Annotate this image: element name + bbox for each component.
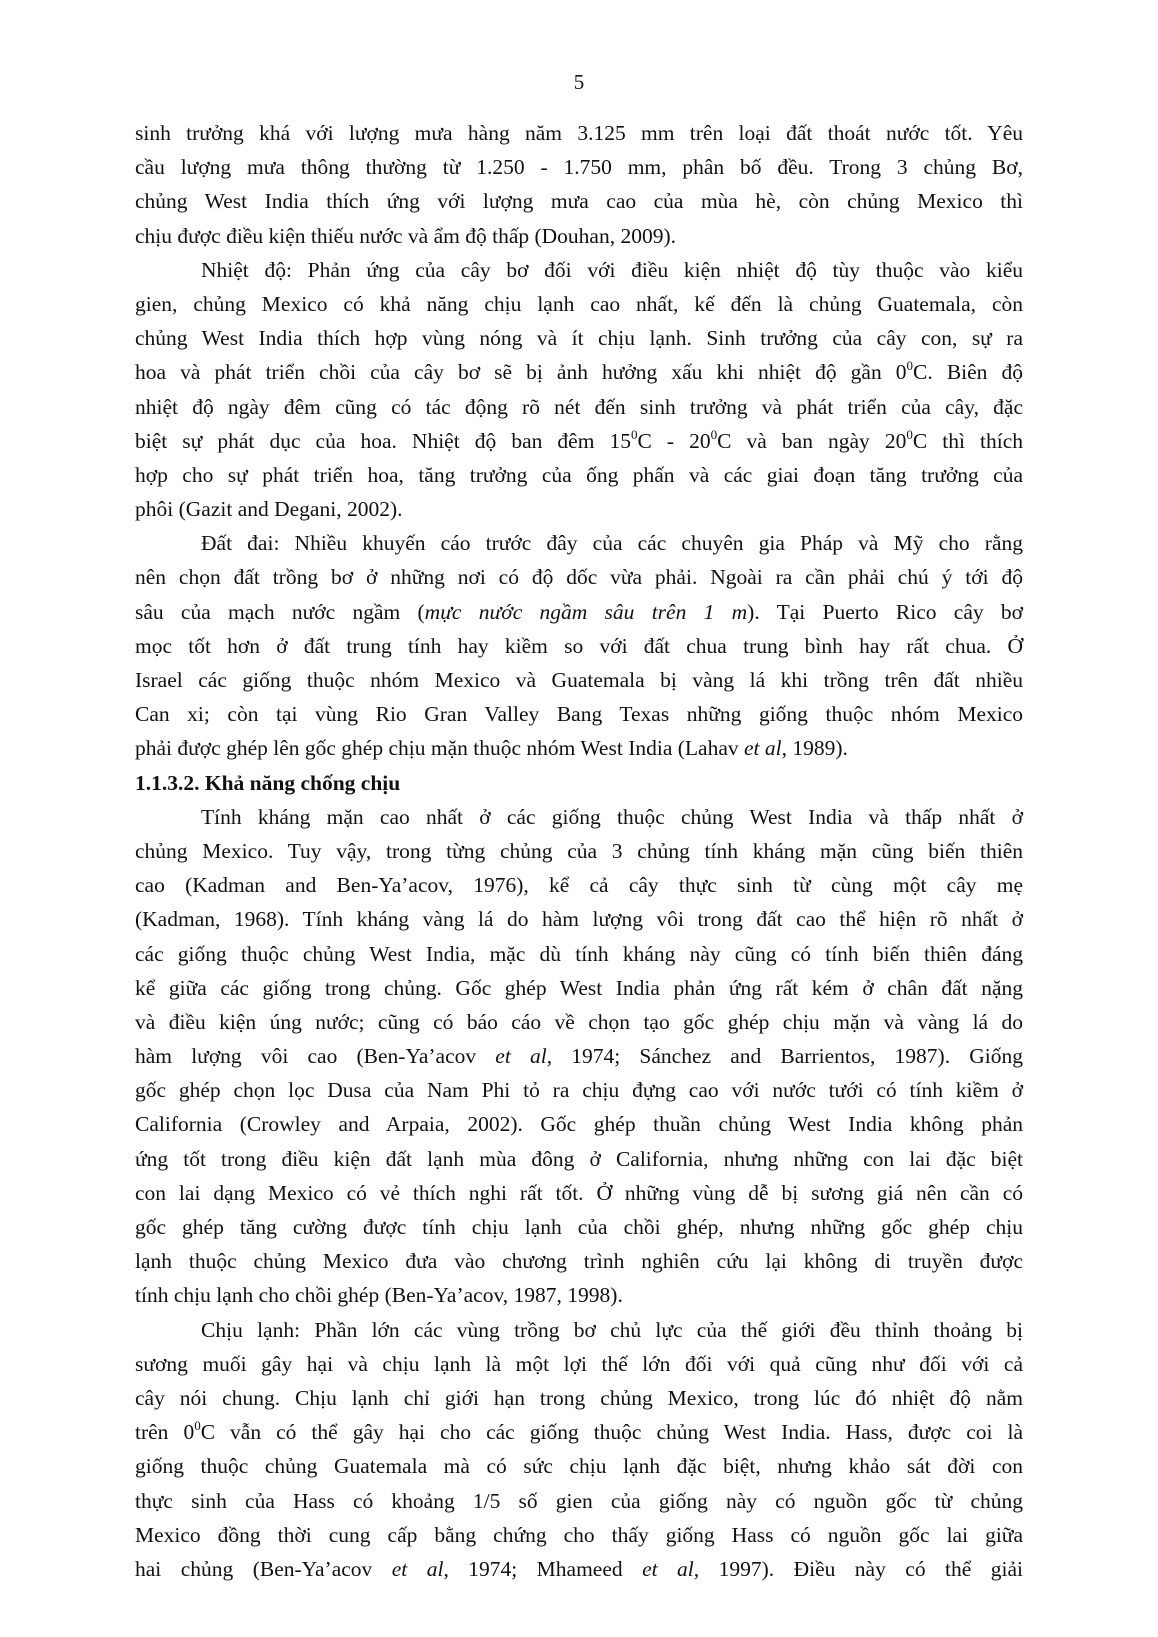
text-line: kể giữa các giống trong chủng. Gốc ghép West India phản ứng rất kém ở chân đất nặng [135, 975, 1023, 1000]
text-line: Israel các giống thuộc nhóm Mexico và Guatemala bị vàng lá khi trồng trên đất nhiều [135, 668, 1023, 692]
text-line: Đất đai: Nhiều khuyến cáo trước đây của các chuyên gia Pháp và Mỹ cho rằng [201, 531, 1023, 556]
document-body [135, 116, 1023, 1586]
text-line: Nhiệt độ: Phản ứng của cây bơ đối với điều kiện nhiệt độ tùy thuộc vào kiểu [201, 257, 1023, 282]
text-line: Tính kháng mặn cao nhất ở các giống thuộc chủng West India và thấp nhất ở [201, 804, 1023, 829]
section-heading: 1.1.3.2. Khả năng chống chịu [135, 770, 401, 795]
text-line: các giống thuộc chủng West India, mặc dù tính kháng này cũng có tính biến thiên đáng [135, 941, 1023, 966]
text-line: mọc tốt hơn ở đất trung tính hay kiềm so với đất chua trung bình hay rất chua. Ở [135, 633, 1023, 658]
text-line: gốc ghép tăng cường được tính chịu lạnh của chồi ghép, nhưng những gốc ghép chịu [135, 1215, 1023, 1239]
text-line: và điều kiện úng nước; cũng có báo cáo về chọn tạo gốc ghép chịu mặn và vàng lá do [135, 1009, 1023, 1034]
text-line: (Kadman, 1968). Tính kháng vàng lá do hàm lượng vôi trong đất cao thể hiện rõ nhất ở [135, 907, 1023, 932]
text-line: chủng Mexico. Tuy vậy, trong từng chủng của 3 chủng tính kháng mặn cũng biến thiên [135, 838, 1023, 863]
text-line: nhiệt độ ngày đêm cũng có tác động rõ nét đến sinh trưởng và phát triển của cây, đặc [135, 394, 1023, 419]
text-line: chủng West India thích hợp vùng nóng và ít chịu lạnh. Sinh trưởng của cây con, sự ra [135, 326, 1023, 351]
text-line: ứng tốt trong điều kiện đất lạnh mùa đông ở California, nhưng những con lai đặc biệt [135, 1146, 1023, 1171]
text-line: cây nói chung. Chịu lạnh chỉ giới hạn trong chủng Mexico, trong lúc đó nhiệt độ nằm [135, 1385, 1023, 1410]
text-line: hàm lượng vôi cao (Ben-Ya’acov et al, 1974; Sánchez and Barrientos, 1987). Giống [135, 1044, 1023, 1069]
text-line: gốc ghép chọn lọc Dusa của Nam Phi tỏ ra chịu đựng cao với nước tưới có tính kiềm ở [135, 1078, 1023, 1103]
text-line: sương muối gây hại và chịu lạnh là một lợi thế lớn đối với quả cũng như đối với cả [135, 1351, 1023, 1376]
text-line: sâu của mạch nước ngầm (mực nước ngầm sâu trên 1 m). Tại Puerto Rico cây bơ [135, 599, 1024, 624]
text-line: hoa và phát triển chồi của cây bơ sẽ bị ảnh hưởng xấu khi nhiệt độ gần $0^0C$. Biên độ [135, 358, 1023, 385]
text-line: chủng West India thích ứng với lượng mưa cao của mùa hè, còn chủng Mexico thì [135, 189, 1023, 214]
text-line: giống thuộc chủng Guatemala mà có sức chịu lạnh đặc biệt, nhưng khảo sát đời con [135, 1454, 1023, 1479]
text-line: Mexico đồng thời cung cấp bằng chứng cho thấy giống Hass có nguồn gốc lai giữa [135, 1522, 1023, 1547]
text-line: cầu lượng mưa thông thường từ 1.250 - 1.750 mm, phân bố đều. Trong 3 chủng Bơ, [135, 155, 1023, 180]
text-line: phôi (Gazit and Degani, 2002). [135, 497, 403, 522]
text-line: hợp cho sự phát triển hoa, tăng trưởng của ống phấn và các giai đoạn tăng trưởng của [135, 462, 1023, 487]
text-line: California (Crowley and Arpaia, 2002). Gốc ghép thuần chủng West India không phản [135, 1112, 1023, 1137]
text-line: tính chịu lạnh cho chồi ghép (Ben-Ya’acov, 1987, 1998). [135, 1283, 623, 1308]
text-line: biệt sự phát dục của hoa. Nhiệt độ ban đêm $15^0C - 20^0C$ và ban ngày $20^0C$ thì thích [135, 426, 1024, 453]
text-line: gien, chủng Mexico có khả năng chịu lạnh cao nhất, kế đến là chủng Guatemala, còn [135, 291, 1023, 316]
text-line: sinh trưởng khá với lượng mưa hàng năm 3.125 mm trên loại đất thoát nước tốt. Yêu [135, 121, 1023, 145]
text-line: hai chủng (Ben-Ya’acov et al, 1974; Mhameed et al, 1997). Điều này có thể giải [135, 1556, 1023, 1581]
text-line: lạnh thuộc chủng Mexico đưa vào chương trình nghiên cứu lại không di truyền được [135, 1249, 1023, 1274]
text-line: Chịu lạnh: Phần lớn các vùng trồng bơ chủ lực của thế giới đều thỉnh thoảng bị [201, 1317, 1023, 1342]
text-line: Can xi; còn tại vùng Rio Gran Valley Bang Texas những giống thuộc nhóm Mexico [135, 702, 1023, 727]
text-line: trên $0^0C$ vẫn có thể gây hại cho các giống thuộc chủng West India. Hass, được coi là [135, 1418, 1023, 1445]
page-number: 5 [573, 70, 585, 94]
text-line: chịu được điều kiện thiếu nước và ẩm độ thấp (Douhan, 2009). [135, 223, 677, 248]
text-line: nên chọn đất trồng bơ ở những nơi có độ dốc vừa phải. Ngoài ra cần phải chú ý tới độ [135, 565, 1023, 590]
text-line: con lai dạng Mexico có vẻ thích nghi rất tốt. Ở những vùng dễ bị sương giá nên cần có [135, 1180, 1023, 1205]
text-line: cao (Kadman and Ben-Ya’acov, 1976), kể cả cây thực sinh từ cùng một cây mẹ [135, 873, 1023, 898]
text-line: thực sinh của Hass có khoảng 1/5 số gien của giống này có nguồn gốc từ chủng [135, 1488, 1023, 1513]
text-line: phải được ghép lên gốc ghép chịu mặn thuộc nhóm West India (Lahav et al, 1989). [135, 736, 848, 761]
